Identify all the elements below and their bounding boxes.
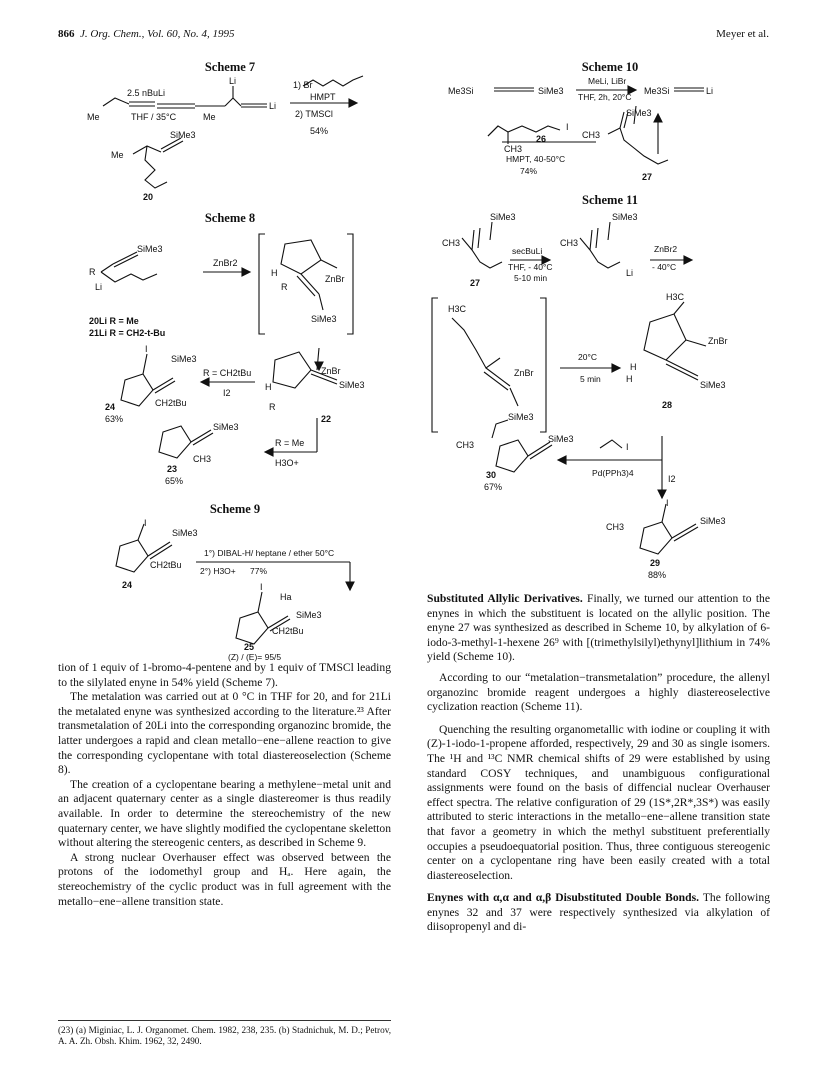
s11-sime3-29: SiMe3	[700, 516, 726, 526]
s11-sime3-ts: SiMe3	[508, 412, 534, 422]
s10-right-group: SiMe3	[538, 86, 564, 96]
s10-cmpd-26: 26	[536, 134, 547, 144]
s7-hmpt: HMPT	[310, 92, 336, 102]
s11-ch3-27: CH3	[442, 238, 461, 248]
s11-cmpd-28: 28	[662, 400, 673, 410]
page-number: 866	[58, 28, 75, 40]
s7-reagent: 2.5 nBuLi	[127, 88, 166, 98]
s8-cmpd-22: 22	[321, 414, 332, 424]
s9-step2: 2°) H3O+	[200, 566, 236, 576]
s8-sime3-ts: SiMe3	[311, 314, 337, 324]
right-paragraph-1-body: Finally, we turned our attention to the enynes in which the substituent is located on the allylic position. The enyne 27 was synthesized as described in Scheme 10, by alkylation of 6-iodo-3-methyl-1-hexene 26⁹ with [(trimethylsilyl)ethynyl]lithium in 74% yield (Scheme 10).	[427, 592, 770, 664]
s10-cond2: HMPT, 40-50°C	[506, 154, 566, 164]
scheme-10-title: Scheme 10	[581, 60, 639, 74]
s11-li: Li	[626, 268, 634, 278]
s11-znbr-28: ZnBr	[708, 336, 728, 346]
s11-i-propene: I	[626, 442, 629, 452]
s8-sime3-start: SiMe3	[137, 244, 163, 254]
s10-ch3-27: CH3	[582, 130, 601, 140]
s11-h3c-ts: H3C	[448, 304, 467, 314]
s8-cmpd-24: 24	[105, 402, 116, 412]
s9-sime3-24: SiMe3	[172, 528, 198, 538]
s11-sime3-li: SiMe3	[612, 212, 638, 222]
s8-h-22: H	[265, 382, 272, 392]
s8-i2: I2	[223, 388, 231, 398]
s11-yield-30: 67%	[484, 482, 503, 492]
scheme-9-figure	[100, 518, 390, 662]
s8-li: Li	[95, 282, 103, 292]
s8-r: R	[89, 267, 96, 277]
right-paragraph-4-body: The following enynes 32 and 37 were respectively synthesized via alkylation of diisopropenyl and di-	[427, 891, 770, 934]
header-left	[58, 28, 235, 40]
s9-cmpd-24: 24	[122, 580, 133, 590]
s7-me-left: Me	[87, 112, 100, 122]
s10-yield: 74%	[520, 166, 538, 176]
s8-r-ch2tbu: R = CH2tBu	[203, 368, 252, 378]
section-heading-disubstituted: Enynes with α,α and α,β Disubstituted Double Bonds.	[427, 891, 699, 905]
section-heading-allylic: Substituted Allylic Derivatives.	[427, 592, 583, 605]
s8-znbr-ts: ZnBr	[325, 274, 345, 284]
right-column-text	[427, 592, 770, 935]
s7-conditions: THF / 35°C	[131, 112, 177, 122]
s9-sime3-25: SiMe3	[296, 610, 322, 620]
s7-me-product: Me	[111, 150, 124, 160]
s9-yield: 77%	[250, 566, 268, 576]
s10-i: I	[566, 122, 569, 132]
s11-znbr2: ZnBr2	[654, 244, 678, 254]
s8-ch2tbu: CH2tBu	[155, 398, 187, 408]
s10-reagents: MeLi, LiBr	[588, 76, 627, 86]
s11-cond1: THF, - 40°C	[508, 262, 553, 272]
s10-left: Me3Si	[448, 86, 474, 96]
s8-cmpd-21li: 21Li R = CH2-t-Bu	[89, 328, 166, 338]
left-paragraph-1: tion of 1 equiv of 1-bromo-4-pentene and by 1 equiv of TMSCl leading to the silylated enyne in 54% yield (Scheme 7).	[58, 661, 391, 689]
s10-cmpd-27: 27	[642, 172, 653, 182]
s8-cmpd-20li: 20Li R = Me	[89, 316, 139, 326]
scheme-10-figure	[448, 76, 768, 186]
s11-sime3-27: SiMe3	[490, 212, 516, 222]
right-paragraph-2: According to our “metalation−transmetalation” procedure, the allenyl organozinc bromide reagent undergoes a highly diastereoselective cyclization reaction (Scheme 11).	[427, 670, 770, 714]
s11-h-28b: H	[626, 374, 633, 384]
right-paragraph-1	[427, 592, 770, 665]
s9-ratio: (Z) / (E)= 95/5	[228, 652, 282, 662]
s8-i-24: I	[145, 344, 148, 354]
s8-yield-23: 65%	[165, 476, 184, 486]
s11-h-28a: H	[630, 362, 637, 372]
s8-r-ts: R	[281, 282, 288, 292]
s8-yield-24: 63%	[105, 414, 124, 424]
s8-r-22: R	[269, 402, 276, 412]
s9-i-24: I	[144, 518, 147, 528]
s11-cmpd-27: 27	[470, 278, 481, 288]
s8-sime3-24: SiMe3	[171, 354, 197, 364]
s8-ch3-23: CH3	[193, 454, 212, 464]
s8-h-ts: H	[271, 268, 278, 278]
right-paragraph-3: Quenching the resulting organometallic with iodine or coupling it with (Z)-1-iodo-1-propene afforded, respectively, 29 and 30 as single isomers. The ¹H and ¹³C NMR chemical shifts of 29 were established by using standard COSY techniques, and unambiguous configurational assignments were found on the basis of diffencial nuclear Overhauser effect spectra. The relative configuration of 29 (1S*,2R*,3S*) was easily attributed to steric interactions in the metallo−ene−allene transition state that favor a geometry in which the methyl substituent preferentially occupies a pseudoequatorial position. Thus, three contiguous stereogenic center on a cyclopentane ring have been easily created with a total diastereoselection.	[427, 722, 770, 882]
s9-step1: 1°) DIBAL-H/ heptane / ether 50°C	[204, 548, 335, 558]
s7-li-right: Li	[269, 101, 277, 111]
s9-ch2tbu-25: CH2tBu	[272, 626, 304, 636]
s9-i-25: I	[260, 582, 263, 592]
s11-ch3-30: CH3	[456, 440, 475, 450]
left-column-text	[58, 661, 391, 909]
s10-li: Li	[706, 86, 714, 96]
s7-sime3: SiMe3	[170, 130, 196, 140]
s7-yield: 54%	[310, 126, 329, 136]
s11-i-29: I	[666, 498, 669, 508]
s11-cmpd-29: 29	[650, 558, 661, 568]
scheme-8-figure	[85, 230, 385, 490]
scheme-8-title: Scheme 8	[204, 211, 256, 225]
s8-znbr2: ZnBr2	[213, 258, 238, 268]
s11-sime3-28: SiMe3	[700, 380, 726, 390]
s7-step2: 2) TMSCl	[295, 109, 333, 119]
s9-cmpd-25: 25	[244, 642, 255, 652]
scheme-11-title: Scheme 11	[582, 193, 638, 207]
scheme-7-title: Scheme 7	[204, 60, 256, 74]
s7-compound-20: 20	[143, 192, 154, 202]
s11-cmpd-30: 30	[486, 470, 497, 480]
s11-h3c-28: H3C	[666, 292, 685, 302]
s11-cond1b: 5-10 min	[514, 273, 548, 283]
s7-me-mid: Me	[203, 112, 216, 122]
s10-conditions: THF, 2h, 20°C	[578, 92, 632, 102]
s7-step1: 1) Br	[293, 80, 313, 90]
scheme-7-figure	[85, 76, 385, 206]
s8-r-me: R = Me	[275, 438, 305, 448]
s11-t20: 20°C	[578, 352, 597, 362]
journal-citation: J. Org. Chem., Vol. 60, No. 4, 1995	[80, 28, 235, 40]
footnote-rule	[58, 1020, 391, 1021]
footnote-23: (23) (a) Miginiac, L. J. Organomet. Chem. 1982, 238, 235. (b) Stadnichuk, M. D.; Petrov, A. A. Zh. Obsh. Khim. 1962, 32, 2490.	[58, 1025, 391, 1047]
s9-ha: Ha	[280, 592, 292, 602]
s11-ch3-29: CH3	[606, 522, 625, 532]
s8-cmpd-23: 23	[167, 464, 178, 474]
s11-ch3-li: CH3	[560, 238, 579, 248]
s11-znbr-ts: ZnBr	[514, 368, 534, 378]
s11-t5: 5 min	[580, 374, 601, 384]
left-paragraph-2: The metalation was carried out at 0 °C in THF for 20, and for 21Li the metalated enyne was synthesized according to the literature.²³ After transmetalation of 20Li into the corresponding organozinc bromide, the latter undergoes a rapid and clean metallo−ene−allene reaction to give the corresponding cyclopentane with total diastereoselection (Scheme 8).	[58, 690, 391, 777]
s7-li-top: Li	[229, 76, 237, 86]
s8-sime3-22: SiMe3	[339, 380, 365, 390]
left-paragraph-3: The creation of a cyclopentane bearing a methylene−metal unit and an adjacent quaternary center as a single diastereomer is thus readily available. In order to determine the stereochemistry of the new quaternary center, we have slightly modified the cyclopentane skeletton without altering the stereogenic centers, as described in Scheme 9.	[58, 777, 391, 850]
s10-ch3-26: CH3	[504, 144, 523, 154]
s11-i2: I2	[668, 474, 676, 484]
s11-yield-29: 88%	[648, 570, 667, 580]
s8-znbr-22: ZnBr	[321, 366, 341, 376]
right-paragraph-4	[427, 891, 770, 935]
s10-sime3: SiMe3	[626, 108, 652, 118]
s8-sime3-23: SiMe3	[213, 422, 239, 432]
header-authors: Meyer et al.	[716, 28, 769, 40]
s10-product: Me3Si	[644, 86, 670, 96]
s8-h3o: H3O+	[275, 458, 299, 468]
s11-sime3-30: SiMe3	[548, 434, 574, 444]
s11-secbuli: secBuLi	[512, 246, 543, 256]
s11-pd: Pd(PPh3)4	[592, 468, 634, 478]
left-paragraph-4: A strong nuclear Overhauser effect was observed between the protons of the iodomethyl group and Hₐ. Here again, the stereochemistry of the cyclic product was in full agreement with the metallo−ene−allene transition state.	[58, 850, 391, 908]
s11-cond2: - 40°C	[652, 262, 677, 272]
scheme-9-title: Scheme 9	[209, 502, 261, 516]
page-header	[58, 28, 769, 46]
scheme-11-figure	[430, 210, 780, 580]
s9-ch2tbu-24: CH2tBu	[150, 560, 182, 570]
